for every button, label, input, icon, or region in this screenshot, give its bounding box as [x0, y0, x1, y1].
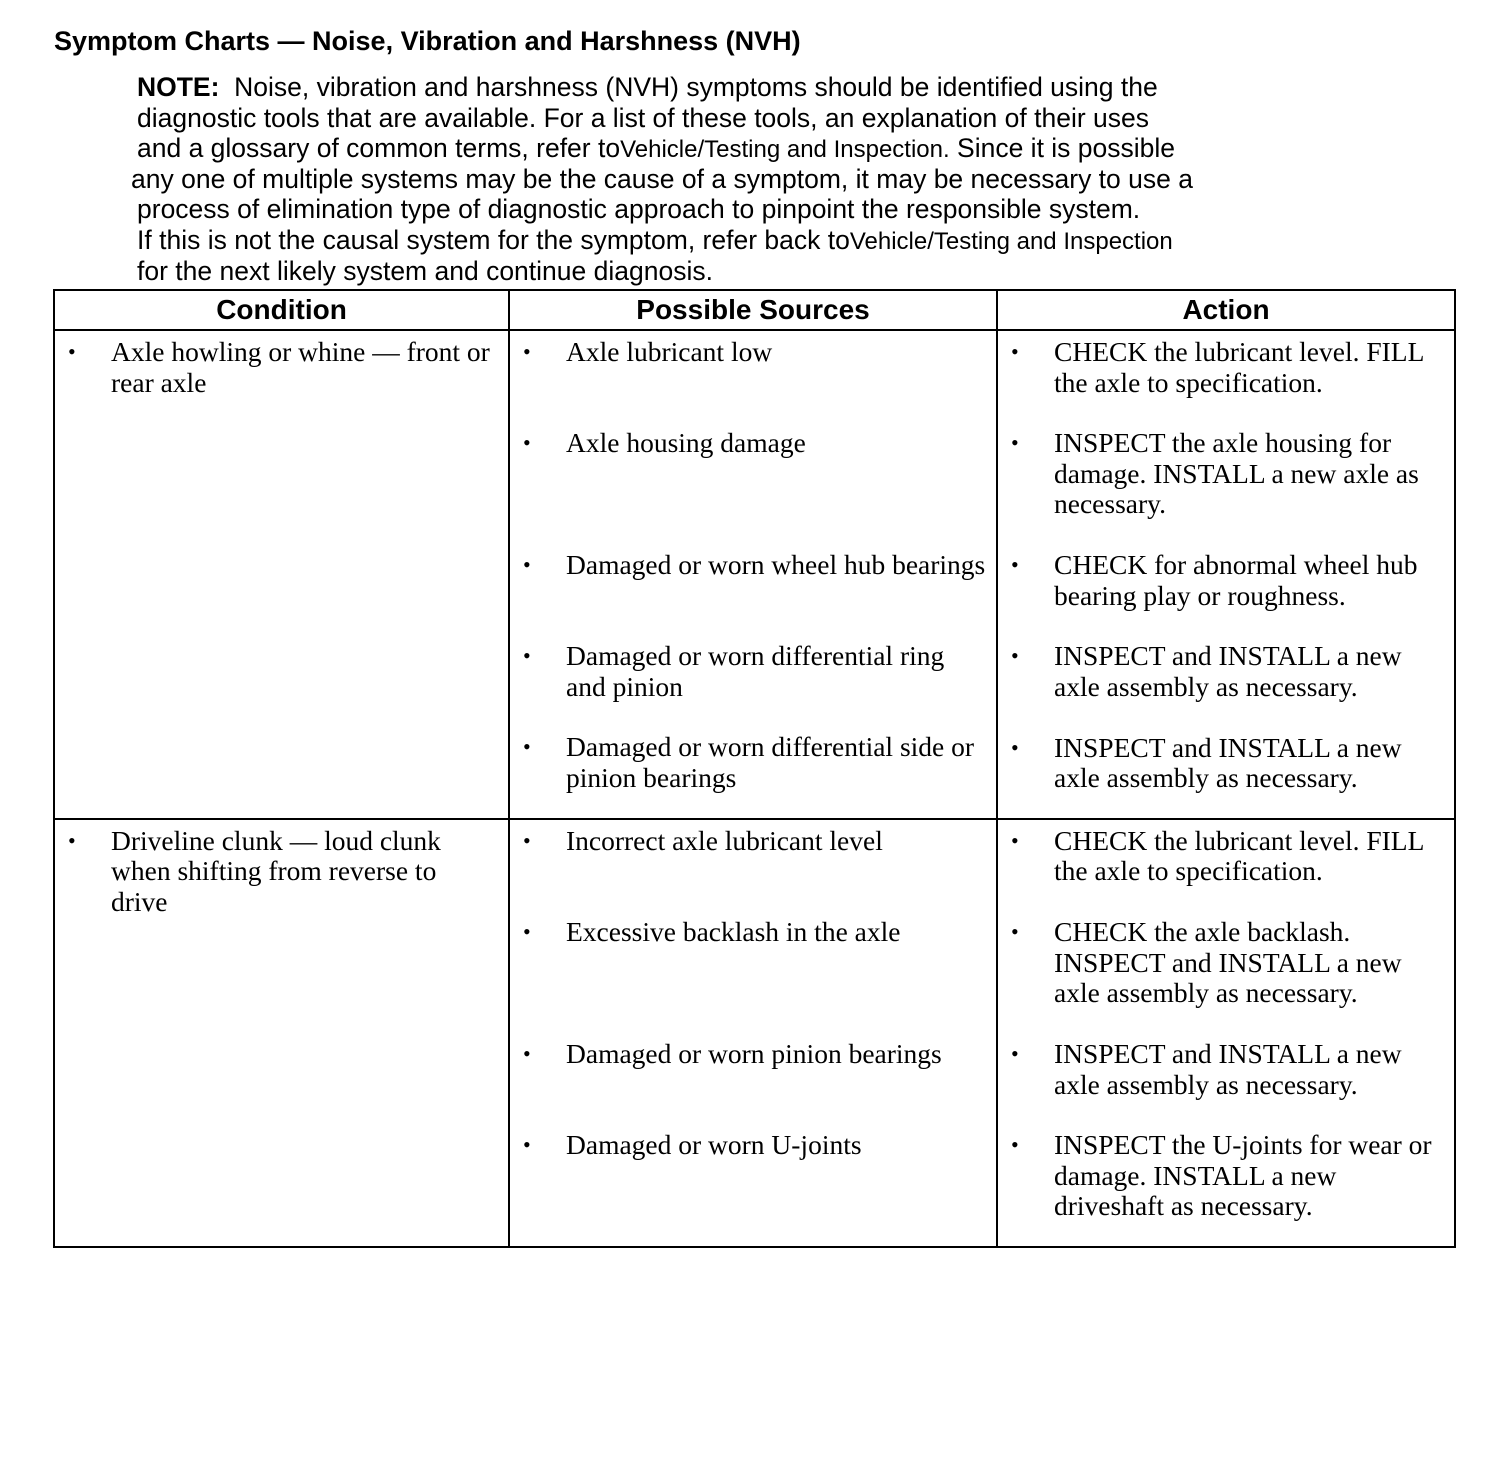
note-line-5: process of elimination type of diagnostic approach to pinpoint the responsible system. — [137, 194, 1141, 225]
sources-cell — [509, 819, 997, 1247]
action-item — [998, 733, 1454, 794]
action-item-text: INSPECT and INSTALL a new axle assembly as necessary. — [1054, 1037, 1402, 1100]
note-label: NOTE: — [137, 72, 220, 102]
bullet-icon: • — [523, 430, 531, 455]
source-item-text: Damaged or worn differential ring and pinion — [566, 640, 945, 702]
bullet-icon: • — [1011, 918, 1019, 944]
source-item-text: Excessive backlash in the axle — [566, 915, 901, 947]
source-item-text: Damaged or worn wheel hub bearings — [566, 549, 986, 580]
bullet-icon: • — [523, 1131, 531, 1157]
note-line-7: for the next likely system and continue diagnosis. — [137, 255, 713, 286]
note-paragraph — [131, 72, 1417, 286]
source-item-text: Damaged or worn differential side or pinion bearings — [566, 731, 975, 793]
note-text: Since it is possible — [957, 133, 1176, 164]
source-item-text: Axle lubricant low — [566, 336, 773, 367]
note-text: If this is not the causal system for the symptom, refer back to — [137, 224, 850, 255]
source-item-text: Damaged or worn pinion bearings — [566, 1037, 942, 1069]
header-condition: Condition — [54, 290, 509, 330]
bullet-icon: • — [523, 643, 531, 668]
bullet-icon: • — [523, 918, 531, 944]
table-row — [54, 330, 1455, 819]
page-title: Symptom Charts — Noise, Vibration and Harshness (NVH) — [54, 26, 801, 56]
condition-item-text: Driveline clunk — loud clunk when shifting from reverse to drive — [111, 824, 441, 917]
bullet-icon: • — [523, 552, 531, 577]
action-item — [998, 337, 1454, 398]
table-row — [54, 819, 1455, 1247]
sources-cell — [509, 330, 997, 819]
action-item-text: INSPECT and INSTALL a new axle assembly as necessary. — [1054, 731, 1402, 794]
bullet-icon: • — [523, 827, 531, 853]
condition-item — [55, 337, 508, 398]
action-item-text: INSPECT the U-joints for wear or damage. INSTALL a new driveshaft as necessary. — [1054, 1129, 1432, 1222]
source-item — [510, 641, 996, 702]
reference-link[interactable]: Vehicle/Testing and Inspection. — [620, 136, 950, 164]
bullet-icon: • — [1011, 1040, 1019, 1066]
header-action: Action — [997, 290, 1455, 330]
condition-cell — [54, 330, 509, 819]
note-text: Noise, vibration and harshness (NVH) symptoms should be identified using the — [234, 72, 1158, 102]
bullet-icon: • — [1011, 827, 1019, 853]
bullet-icon: • — [68, 827, 76, 853]
action-item-text: CHECK the axle backlash. INSPECT and INSTALL a new axle assembly as necessary. — [1054, 915, 1402, 1009]
condition-cell — [54, 819, 509, 1247]
action-item — [998, 641, 1454, 702]
action-item-text: CHECK the lubricant level. FILL the axle to specification. — [1054, 824, 1424, 887]
source-item-text: Axle housing damage — [566, 427, 806, 458]
source-item — [510, 732, 996, 793]
bullet-icon: • — [1011, 643, 1019, 669]
source-item — [510, 1039, 996, 1100]
note-line-6 — [137, 225, 1417, 256]
condition-item-text: Axle howling or whine — front or rear axle — [111, 336, 490, 398]
note-line-4: any one of multiple systems may be the cause of a symptom, it may be necessary to use a — [131, 163, 1193, 194]
bullet-icon: • — [68, 339, 76, 364]
action-item-text: INSPECT and INSTALL a new axle assembly as necessary. — [1054, 640, 1402, 702]
action-item-text: CHECK the lubricant level. FILL the axle to specification. — [1054, 336, 1424, 398]
source-item-text: Incorrect axle lubricant level — [566, 824, 883, 856]
action-item-text: CHECK for abnormal wheel hub bearing play or roughness. — [1054, 549, 1418, 611]
note-text: and a glossary of common terms, refer to — [137, 133, 621, 164]
source-item — [510, 1130, 996, 1222]
bullet-icon: • — [523, 339, 531, 364]
action-item — [998, 1130, 1454, 1222]
source-item — [510, 550, 996, 611]
symptom-table — [53, 289, 1456, 1248]
action-item-text: INSPECT the axle housing for damage. INSTALL a new axle as necessary. — [1054, 427, 1419, 520]
source-item-text: Damaged or worn U-joints — [566, 1128, 862, 1160]
note-line-3 — [137, 133, 1417, 164]
bullet-icon: • — [523, 1040, 531, 1066]
bullet-icon: • — [1011, 339, 1019, 364]
note-line-2: diagnostic tools that are available. For a list of these tools, an explanation of their uses — [137, 102, 1150, 133]
bullet-icon: • — [523, 734, 531, 760]
source-item — [510, 337, 996, 398]
source-item — [510, 428, 996, 520]
bullet-icon: • — [1011, 1132, 1019, 1158]
action-item — [998, 917, 1454, 1009]
bullet-icon: • — [1011, 734, 1019, 760]
header-possible-sources: Possible Sources — [509, 290, 997, 330]
table-body — [54, 330, 1455, 1247]
action-cell — [997, 330, 1455, 819]
action-item — [998, 550, 1454, 611]
bullet-icon: • — [1011, 552, 1019, 578]
header-row — [54, 290, 1455, 330]
bullet-icon: • — [1011, 430, 1019, 456]
action-item — [998, 1039, 1454, 1100]
condition-item — [55, 826, 508, 918]
note-line-1 — [137, 72, 1417, 103]
source-item — [510, 826, 996, 887]
action-cell — [997, 819, 1455, 1247]
action-item — [998, 428, 1454, 520]
reference-link[interactable]: Vehicle/Testing and Inspection — [849, 227, 1173, 255]
source-item — [510, 917, 996, 1009]
action-item — [998, 826, 1454, 887]
